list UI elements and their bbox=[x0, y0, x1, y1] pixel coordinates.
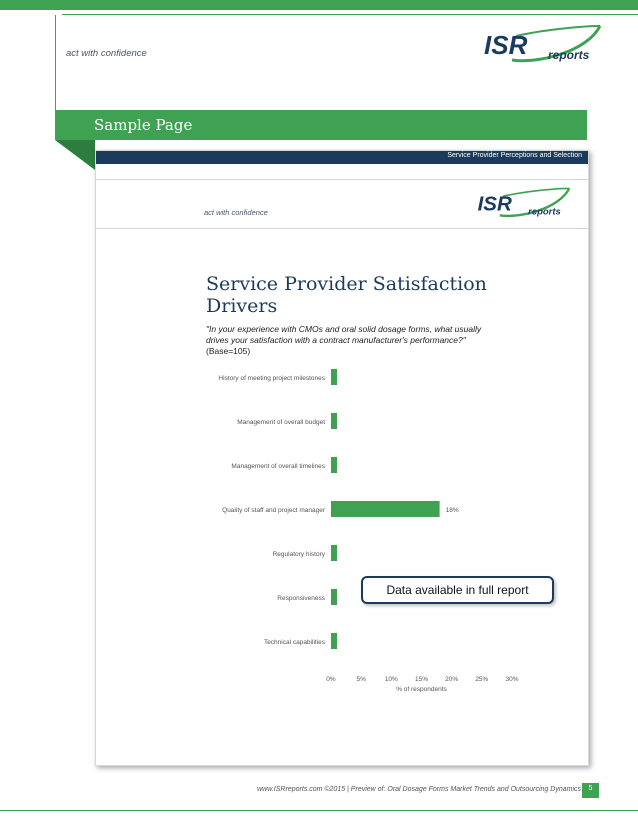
inner-rule-2 bbox=[96, 228, 588, 229]
left-rule bbox=[55, 15, 56, 110]
x-tick-label: 20% bbox=[445, 676, 459, 683]
banner-title: Sample Page bbox=[94, 116, 193, 134]
footer-prefix: www.ISRreports.com ©2015 | Preview of: bbox=[257, 786, 388, 793]
category-label: Quality of staff and project manager bbox=[222, 507, 325, 514]
header-tagline: act with confidence bbox=[66, 48, 147, 59]
x-tick-label: 25% bbox=[475, 676, 489, 683]
survey-question-line1: "In your experience with CMOs and oral solid dosage forms, what usually bbox=[206, 324, 482, 334]
bar bbox=[331, 501, 440, 517]
bar bbox=[331, 589, 337, 605]
page-number-box bbox=[582, 783, 599, 798]
inner-rule bbox=[96, 179, 588, 180]
isr-logo bbox=[482, 22, 606, 72]
inner-logo-isr-text: ISR bbox=[477, 192, 512, 216]
footer-report-title: Oral Dosage Forms Market Trends and Outsourcing Dynamics bbox=[387, 786, 581, 793]
bar bbox=[331, 369, 337, 385]
survey-question bbox=[206, 324, 536, 346]
isr-logo-inner bbox=[476, 185, 574, 225]
x-tick-label: 5% bbox=[356, 676, 366, 683]
bar bbox=[331, 633, 337, 649]
category-label: Technical capabilities bbox=[263, 639, 325, 646]
x-tick-label: 10% bbox=[384, 676, 398, 683]
logo-isr-text: ISR bbox=[484, 30, 528, 60]
category-label: Management of overall budget bbox=[237, 419, 325, 426]
x-tick-label: 0% bbox=[326, 676, 336, 683]
bar bbox=[331, 457, 337, 473]
callout-text: Data available in full report bbox=[386, 583, 529, 597]
full-report-callout bbox=[361, 576, 554, 604]
sample-page-banner bbox=[55, 110, 587, 140]
logo-reports-text: reports bbox=[548, 48, 590, 62]
category-label: Management of overall timelines bbox=[231, 463, 325, 470]
satisfaction-bar-chart bbox=[95, 360, 535, 700]
chart-title bbox=[206, 273, 536, 317]
category-label: History of meeting project milestones bbox=[218, 375, 325, 382]
bar bbox=[331, 413, 337, 429]
data-label: 18% bbox=[445, 507, 459, 514]
bar bbox=[331, 545, 337, 561]
inner-logo-reports-text: reports bbox=[528, 206, 561, 218]
section-header-bar bbox=[96, 151, 588, 164]
chart-title-line1: Service Provider Satisfaction bbox=[206, 273, 487, 295]
top-rule bbox=[62, 14, 638, 15]
chart-title-line2: Drivers bbox=[206, 295, 278, 317]
x-tick-label: 15% bbox=[414, 676, 429, 683]
category-label: Responsiveness bbox=[277, 595, 325, 602]
section-header-text: Service Provider Perceptions and Selection bbox=[447, 152, 582, 159]
footer-text bbox=[0, 786, 581, 793]
top-green-bar bbox=[0, 0, 638, 10]
category-label: Regulatory history bbox=[272, 551, 325, 558]
x-tick-label: 30% bbox=[505, 676, 519, 683]
x-axis-label: % of respondents bbox=[396, 686, 447, 693]
survey-question-line2: drives your satisfaction with a contract manufacturer's performance?" bbox=[206, 335, 466, 345]
page-tagline: act with confidence bbox=[204, 208, 268, 217]
bottom-rule bbox=[0, 810, 638, 811]
base-count: (Base=105) bbox=[206, 346, 251, 356]
page-number: 5 bbox=[588, 785, 593, 792]
banner-fold bbox=[55, 140, 95, 170]
